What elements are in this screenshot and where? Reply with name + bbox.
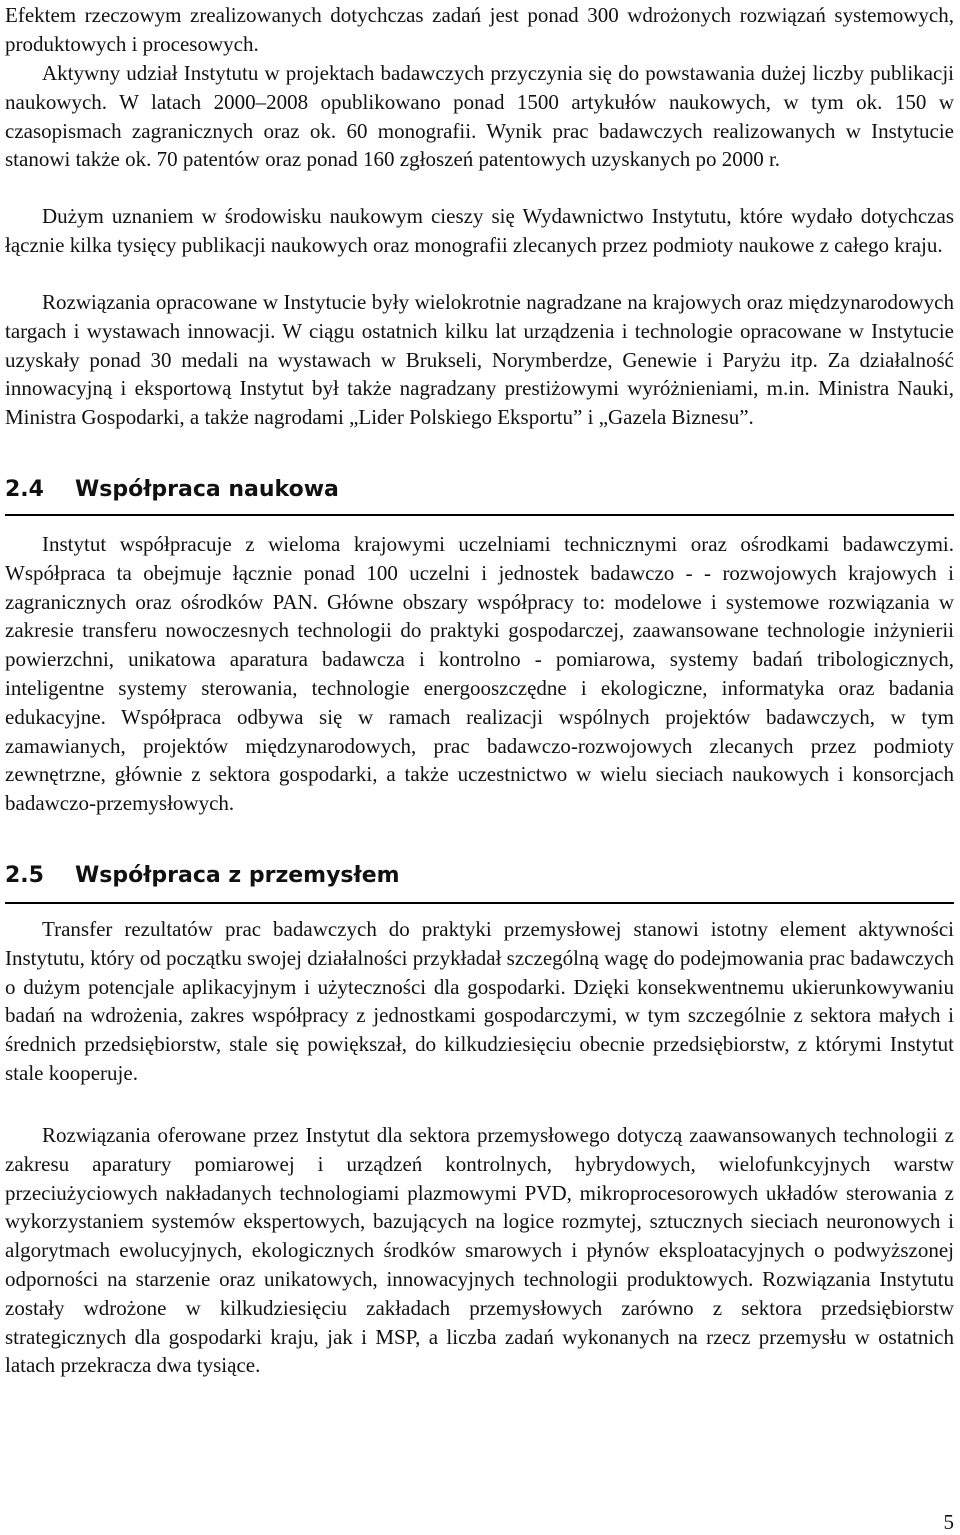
paragraph-industry-solutions: Rozwiązania oferowane przez Instytut dla sektora przemysłowego dotyczą zaawansowanych technologii z zakresu aparatury pomiarowej i urządzeń kontrolnych, hybrydowych, wielofunkcyjnych warstw przeciużyciowych nakładanych technologiami plazmowymi PVD, mikroprocesorowych układów sterowania z wykorzystaniem systemów ekspertowych, bazujących na logice rozmytej, sztucznych sieciach neuronowych i algorytmach ewolucyjnych, ekologicznych środków smarowych i płynów eksploatacyjnych o podwyższonej odporności na starzenie oraz unikatowych, innowacyjnych technologii produktowych. Rozwiązania Instytutu zostały wdrożone w kilkudziesięciu zakładach przemysłowych zarówno z sektora przedsiębiorstw strategicznych dla gospodarki kraju, jak i MSP, a liczba zadań wykonanych na rzecz przemysłu w ostatnich latach przekracza dwa tysiące. [5, 1123, 954, 1378]
section-heading-2-5 [5, 862, 400, 890]
paragraph-publications: Aktywny udział Instytutu w projektach badawczych przyczynia się do powstawania dużej liczby publikacji naukowych. W latach 2000–2008 opublikowano ponad 1500 artykułów naukowych, w tym ok. 150 w czasopismach zagranicznych oraz ok. 60 monografii. Wynik prac badawczych realizowanych w Instytucie stanowi także ok. 70 patentów oraz ponad 160 zgłoszeń patentowych uzyskanych po 2000 r. [5, 61, 954, 172]
section-divider [5, 902, 954, 904]
paragraph-technology-transfer: Transfer rezultatów prac badawczych do praktyki przemysłowej stanowi istotny element aktywności Instytutu, który od początku swojej działalności przykładał szczególną wagę do podejmowania prac badawczych o dużym potencjale aplikacyjnym i użyteczności dla gospodarki. Dzięki konsekwentnemu ukierunkowywaniu badań na wdrożenia, zakres współpracy z jednostkami gospodarczymi, w tym szczególnie z sektora małych i średnich przedsiębiorstw, stale się powiększał, do kilkudziesięciu obecnie przedsiębiorstw, z którymi Instytut stale kooperuje. [5, 917, 954, 1085]
section-number: 2.4 [5, 477, 44, 502]
section-heading-2-4 [5, 476, 339, 504]
paragraph-scientific-cooperation: Instytut współpracuje z wieloma krajowymi uczelniami technicznymi oraz ośrodkami badawczymi. Współpraca ta obejmuje łącznie ponad 100 uczelni i jednostek badawczo - - rozwojowych krajowych i zagranicznych oraz ośrodków PAN. Główne obszary współpracy to: modelowe i systemowe rozwiązania w zakresie transferu nowoczesnych technologii do praktyki gospodarczej, zaawansowane technologie inżynierii powierzchni, unikatowa aparatura badawcza i kontrolno - pomiarowa, systemy badań tribologicznych, inteligentne systemy sterowania, technologie energooszczędne i ekologiczne, informatyka oraz badania edukacyjne. Współpraca odbywa się w ramach realizacji wspólnych projektów badawczych, w tym zamawianych, projektów międzynarodowych, prac badawczo-rozwojowych zlecanych przez podmioty zewnętrzne, głównie z sektora gospodarki, a także uczestnictwo w wielu sieciach naukowych i konsorcjach badawczo-przemysłowych. [5, 532, 954, 816]
paragraph-awards: Rozwiązania opracowane w Instytucie były wielokrotnie nagradzane na krajowych oraz międzynarodowych targach i wystawach innowacji. W ciągu ostatnich kilku lat urządzenia i technologie opracowane w Instytucie uzyskały ponad 30 medali na wystawach w Brukseli, Norymberdze, Genewie i Paryżu itp. Za działalność innowacyjną i eksportową Instytut był także nagradzany prestiżowymi wyróżnieniami, m.in. Ministra Nauki, Ministra Gospodarki, a także nagrodami „Lider Polskiego Eksportu” i „Gazela Biznesu”. [5, 290, 954, 430]
paragraph-implementations: Efektem rzeczowym zrealizowanych dotychczas zadań jest ponad 300 wdrożonych rozwiązań systemowych, produktowych i procesowych. [5, 3, 954, 56]
section-divider [5, 514, 954, 516]
page-number: 5 [943, 1510, 954, 1534]
paragraph-publishing-house: Dużym uznaniem w środowisku naukowym cieszy się Wydawnictwo Instytutu, które wydało dotychczas łącznie kilka tysięcy publikacji naukowych oraz monografii zlecanych przez podmioty naukowe z całego kraju. [5, 204, 954, 257]
section-number: 2.5 [5, 863, 44, 888]
section-title: Współpraca z przemysłem [75, 863, 400, 888]
section-title: Współpraca naukowa [75, 477, 339, 502]
